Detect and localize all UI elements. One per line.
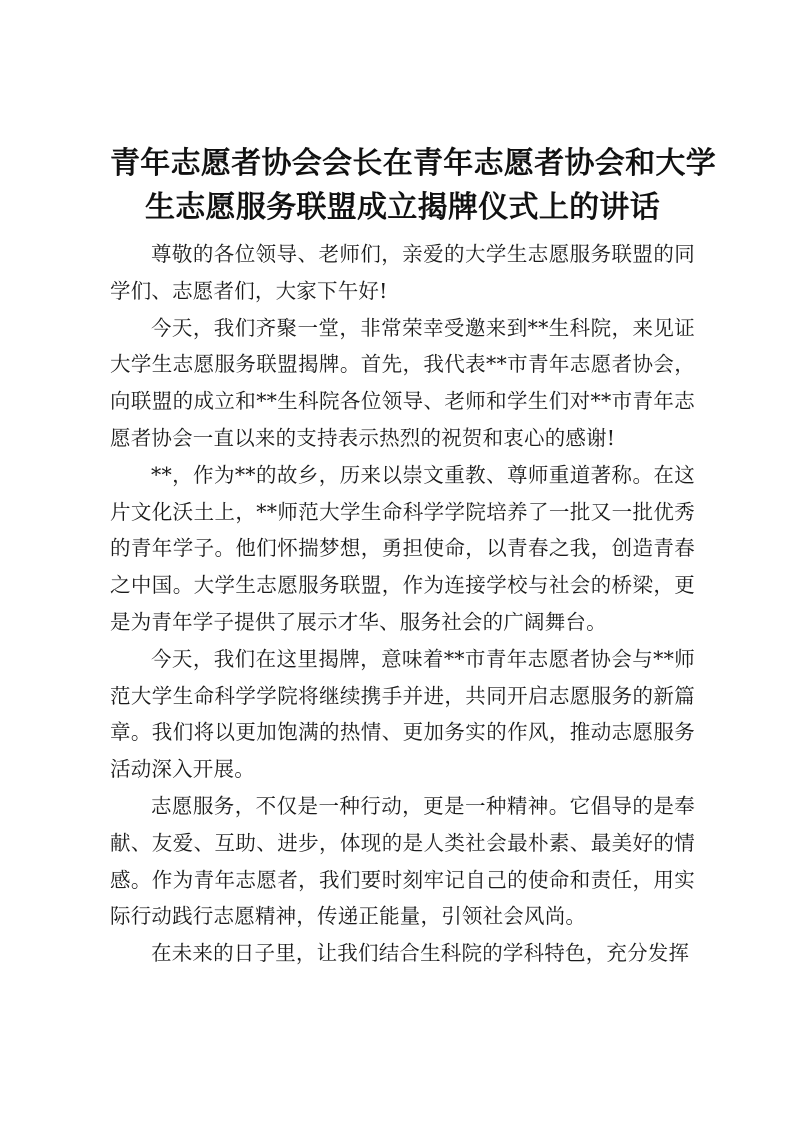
- title-line-2: 生志愿服务联盟成立揭牌仪式上的讲话: [144, 190, 661, 225]
- document-body: [110, 236, 695, 972]
- document-title: [110, 142, 716, 230]
- paragraph-spirit: 志愿服务，不仅是一种行动，更是一种精神。它倡导的是奉献、友爱、互助、进步，体现的是人类社会最朴素、最美好的情感。作为青年志愿者，我们要时刻牢记自己的使命和责任，用实际行动践行志愿精神，传递正能量，引领社会风尚。: [110, 793, 695, 929]
- title-line-1: 青年志愿者协会会长在青年志愿者协会和大学: [110, 146, 716, 181]
- paragraph-greeting: 尊敬的各位领导、老师们，亲爱的大学生志愿服务联盟的同学们、志愿者们，大家下午好!: [110, 242, 695, 303]
- paragraph-hometown: **，作为**的故乡，历来以崇文重教、尊师重道著称。在这片文化沃土上，**师范大学生命科学学院培养了一批又一批优秀的青年学子。他们怀揣梦想，勇担使命，以青春之我，创造青春之中国。大学生志愿服务联盟，作为连接学校与社会的桥梁，更是为青年学子提供了展示才华、服务社会的广阔舞台。: [110, 462, 695, 634]
- paragraph-thanks: 今天，我们齐聚一堂，非常荣幸受邀来到**生科院，来见证大学生志愿服务联盟揭牌。首先，我代表**市青年志愿者协会，向联盟的成立和**生科院各位领导、老师和学生们对**市青年志愿者协会一直以来的支持表示热烈的祝贺和衷心的感谢!: [110, 315, 695, 450]
- paragraph-unveiling: 今天，我们在这里揭牌，意味着**市青年志愿者协会与**师范大学生命科学学院将继续携手并进，共同开启志愿服务的新篇章。我们将以更加饱满的热情、更加务实的作风，推动志愿服务活动深入开展。: [110, 646, 695, 782]
- paragraph-future: 在未来的日子里，让我们结合生科院的学科特色，充分发挥: [151, 941, 690, 966]
- document-content: [110, 142, 716, 972]
